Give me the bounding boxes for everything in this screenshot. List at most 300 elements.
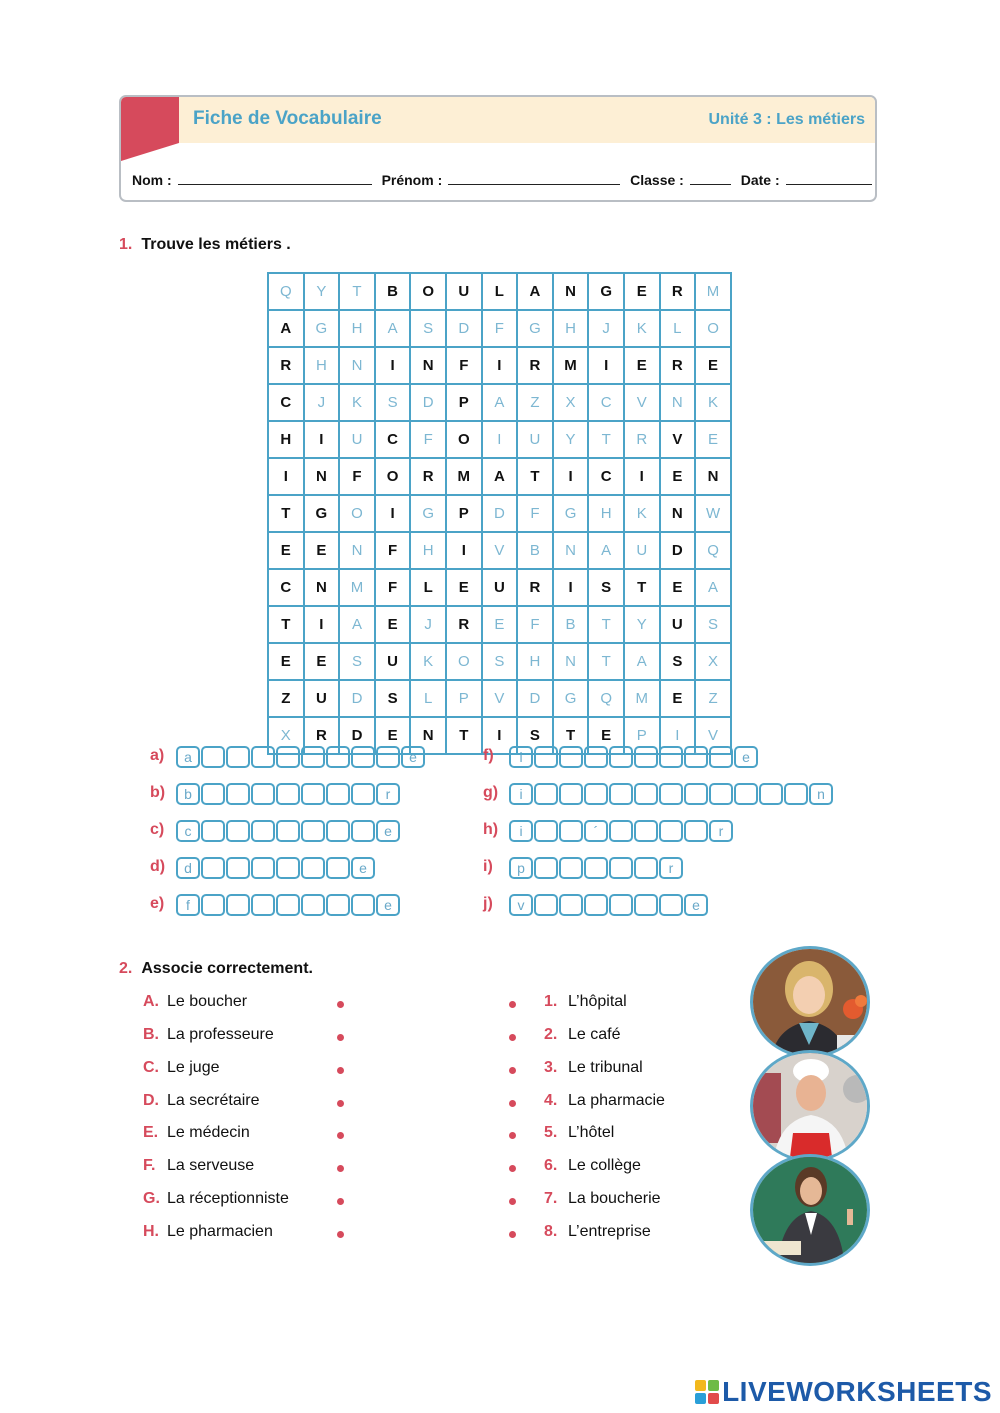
grid-cell[interactable]: C (588, 384, 624, 421)
grid-cell[interactable]: E (446, 569, 482, 606)
letter-box[interactable] (784, 783, 808, 805)
grid-cell[interactable]: I (482, 421, 518, 458)
grid-cell[interactable]: L (660, 310, 696, 347)
grid-cell[interactable]: V (624, 384, 660, 421)
grid-cell[interactable]: C (268, 384, 304, 421)
job-item (143, 1026, 274, 1044)
grid-cell[interactable]: M (553, 347, 589, 384)
letter-box[interactable] (559, 820, 583, 842)
place-key: 7. (544, 1190, 558, 1207)
grid-cell[interactable]: T (588, 421, 624, 458)
grid-cell[interactable]: A (482, 458, 518, 495)
grid-cell[interactable]: E (268, 532, 304, 569)
job-connector-dot[interactable] (337, 1034, 344, 1041)
letter-box[interactable] (534, 783, 558, 805)
grid-cell[interactable]: I (304, 421, 340, 458)
letter-box[interactable] (659, 820, 683, 842)
grid-cell[interactable]: X (268, 717, 304, 754)
letter-box[interactable] (684, 820, 708, 842)
letter-box[interactable]: i (509, 783, 533, 805)
grid-cell[interactable]: F (517, 606, 553, 643)
grid-cell[interactable]: R (517, 347, 553, 384)
grid-cell[interactable]: N (339, 532, 375, 569)
grid-cell[interactable]: G (588, 273, 624, 310)
letter-box[interactable]: n (809, 783, 833, 805)
letter-box[interactable] (326, 783, 350, 805)
grid-cell[interactable]: T (339, 273, 375, 310)
job-connector-dot[interactable] (337, 1067, 344, 1074)
grid-cell[interactable]: V (660, 421, 696, 458)
grid-cell[interactable]: M (695, 273, 731, 310)
grid-cell[interactable]: F (517, 495, 553, 532)
letter-box[interactable]: ` (684, 746, 708, 768)
grid-cell[interactable]: K (624, 495, 660, 532)
grid-cell[interactable]: R (410, 458, 446, 495)
letter-box[interactable] (609, 894, 633, 916)
grid-cell[interactable]: C (588, 458, 624, 495)
letter-box[interactable] (301, 820, 325, 842)
letter-box[interactable] (326, 746, 350, 768)
grid-cell[interactable]: I (660, 717, 696, 754)
letter-box[interactable] (276, 746, 300, 768)
letter-box[interactable] (634, 857, 658, 879)
grid-cell[interactable]: J (588, 310, 624, 347)
letter-box[interactable] (584, 783, 608, 805)
letter-box[interactable] (326, 820, 350, 842)
grid-cell[interactable]: V (695, 717, 731, 754)
grid-cell[interactable]: P (624, 717, 660, 754)
grid-cell[interactable]: X (695, 643, 731, 680)
grid-cell[interactable]: N (553, 643, 589, 680)
grid-cell[interactable]: N (660, 384, 696, 421)
letter-box[interactable]: i (509, 746, 533, 768)
grid-cell[interactable]: D (517, 680, 553, 717)
job-key: F. (143, 1157, 156, 1174)
grid-cell[interactable]: G (517, 310, 553, 347)
grid-cell[interactable]: R (304, 717, 340, 754)
grid-cell[interactable]: O (339, 495, 375, 532)
grid-cell[interactable]: I (482, 347, 518, 384)
letter-box[interactable]: v (509, 894, 533, 916)
job-key: D. (143, 1092, 159, 1109)
letter-box[interactable] (351, 894, 375, 916)
grid-cell[interactable]: U (375, 643, 411, 680)
unit-title: Unité 3 : Les métiers (708, 111, 865, 128)
answer-label: c) (150, 821, 165, 838)
letter-box[interactable] (609, 857, 633, 879)
grid-cell[interactable]: S (339, 643, 375, 680)
letter-box[interactable] (351, 746, 375, 768)
letter-box[interactable] (301, 894, 325, 916)
grid-cell[interactable]: I (375, 495, 411, 532)
grid-cell[interactable]: A (339, 606, 375, 643)
grid-cell[interactable]: U (304, 680, 340, 717)
grid-cell[interactable]: U (482, 569, 518, 606)
letter-box[interactable] (226, 894, 250, 916)
prenom-field[interactable] (448, 171, 620, 185)
grid-cell[interactable]: K (624, 310, 660, 347)
grid-cell[interactable]: I (446, 532, 482, 569)
grid-cell[interactable]: O (446, 421, 482, 458)
letter-box[interactable]: e (351, 857, 375, 879)
grid-cell[interactable]: A (517, 273, 553, 310)
grid-cell[interactable]: M (339, 569, 375, 606)
grid-cell[interactable]: U (660, 606, 696, 643)
letter-box[interactable] (609, 783, 633, 805)
grid-cell[interactable]: T (517, 458, 553, 495)
letter-box[interactable] (201, 746, 225, 768)
grid-cell[interactable]: U (624, 532, 660, 569)
grid-cell[interactable]: C (268, 569, 304, 606)
grid-cell[interactable]: L (410, 680, 446, 717)
grid-cell[interactable]: K (410, 643, 446, 680)
grid-cell[interactable]: H (339, 310, 375, 347)
grid-cell[interactable]: R (660, 273, 696, 310)
grid-cell[interactable]: S (375, 384, 411, 421)
grid-cell[interactable]: G (410, 495, 446, 532)
grid-cell[interactable]: A (268, 310, 304, 347)
letter-box[interactable]: b (176, 783, 200, 805)
grid-cell[interactable]: N (410, 717, 446, 754)
grid-cell[interactable]: O (375, 458, 411, 495)
letter-box[interactable]: f (176, 894, 200, 916)
letter-box[interactable] (201, 857, 225, 879)
grid-cell[interactable]: A (695, 569, 731, 606)
letter-box[interactable] (559, 746, 583, 768)
letter-box[interactable]: ´ (584, 820, 608, 842)
grid-cell[interactable]: I (553, 569, 589, 606)
grid-cell[interactable]: J (304, 384, 340, 421)
grid-cell[interactable]: L (482, 273, 518, 310)
letter-box[interactable] (559, 857, 583, 879)
letter-box[interactable] (584, 746, 608, 768)
grid-cell[interactable]: E (375, 606, 411, 643)
grid-cell[interactable]: S (482, 643, 518, 680)
letter-box[interactable] (734, 783, 758, 805)
grid-cell[interactable]: M (624, 680, 660, 717)
grid-cell[interactable]: Q (268, 273, 304, 310)
grid-cell[interactable]: T (588, 643, 624, 680)
grid-cell[interactable]: E (660, 680, 696, 717)
job-text: La secrétaire (167, 1092, 260, 1109)
letter-box[interactable] (226, 783, 250, 805)
grid-cell[interactable]: E (624, 273, 660, 310)
grid-cell[interactable]: P (446, 680, 482, 717)
grid-cell[interactable]: Y (304, 273, 340, 310)
nom-label: Nom : (132, 172, 172, 188)
letter-box[interactable] (534, 820, 558, 842)
grid-cell[interactable]: N (304, 569, 340, 606)
letter-box[interactable] (301, 857, 325, 879)
place-connector-dot[interactable] (509, 1165, 516, 1172)
grid-cell[interactable]: D (410, 384, 446, 421)
grid-cell[interactable]: Y (553, 421, 589, 458)
grid-cell[interactable]: L (410, 569, 446, 606)
grid-cell[interactable]: A (375, 310, 411, 347)
answer-label: f) (483, 747, 494, 764)
grid-cell[interactable]: I (553, 458, 589, 495)
job-key: G. (143, 1190, 160, 1207)
letter-box[interactable] (659, 783, 683, 805)
classe-field[interactable] (690, 171, 731, 185)
letter-box[interactable]: e (376, 820, 400, 842)
grid-cell[interactable]: D (339, 717, 375, 754)
grid-cell[interactable]: R (446, 606, 482, 643)
grid-cell[interactable]: E (695, 421, 731, 458)
grid-cell[interactable]: N (660, 495, 696, 532)
grid-row (268, 310, 731, 347)
grid-cell[interactable]: I (588, 347, 624, 384)
letter-box[interactable] (659, 746, 683, 768)
letter-box[interactable] (326, 894, 350, 916)
grid-cell[interactable]: H (553, 310, 589, 347)
grid-cell[interactable]: F (482, 310, 518, 347)
grid-cell[interactable]: F (410, 421, 446, 458)
job-connector-dot[interactable] (337, 1132, 344, 1139)
grid-cell[interactable]: R (517, 569, 553, 606)
grid-cell[interactable]: Z (268, 680, 304, 717)
grid-cell[interactable]: V (482, 680, 518, 717)
grid-cell[interactable]: E (304, 532, 340, 569)
letter-box[interactable]: e (734, 746, 758, 768)
letter-box[interactable]: a (176, 746, 200, 768)
letter-box[interactable] (226, 746, 250, 768)
letter-box[interactable] (659, 894, 683, 916)
grid-cell[interactable]: D (660, 532, 696, 569)
liveworksheets-logo (695, 1376, 992, 1408)
logo-text: LIVEWORKSHEETS (722, 1376, 992, 1407)
grid-cell[interactable]: A (624, 643, 660, 680)
letter-box[interactable]: e (376, 894, 400, 916)
grid-cell[interactable]: F (446, 347, 482, 384)
place-connector-dot[interactable] (509, 1034, 516, 1041)
grid-cell[interactable]: E (695, 347, 731, 384)
letter-box[interactable] (276, 857, 300, 879)
place-connector-dot[interactable] (509, 1100, 516, 1107)
grid-cell[interactable]: O (695, 310, 731, 347)
grid-cell[interactable]: E (588, 717, 624, 754)
grid-cell[interactable]: Q (588, 680, 624, 717)
grid-cell[interactable]: C (375, 421, 411, 458)
letter-box[interactable] (609, 746, 633, 768)
grid-cell[interactable]: S (695, 606, 731, 643)
letter-box[interactable] (534, 894, 558, 916)
letter-box[interactable] (584, 894, 608, 916)
grid-cell[interactable]: S (517, 717, 553, 754)
grid-cell[interactable]: N (339, 347, 375, 384)
grid-cell[interactable]: B (553, 606, 589, 643)
grid-cell[interactable]: B (375, 273, 411, 310)
grid-cell[interactable]: O (410, 273, 446, 310)
letter-box[interactable] (709, 783, 733, 805)
grid-cell[interactable]: R (268, 347, 304, 384)
letter-box[interactable] (634, 746, 658, 768)
answer-row-j (483, 893, 709, 917)
grid-cell[interactable]: E (482, 606, 518, 643)
grid-cell[interactable]: P (446, 384, 482, 421)
letter-box[interactable] (301, 783, 325, 805)
grid-cell[interactable]: I (268, 458, 304, 495)
grid-cell[interactable]: D (482, 495, 518, 532)
letter-box[interactable] (634, 894, 658, 916)
letter-box[interactable]: r (376, 783, 400, 805)
grid-cell[interactable]: E (268, 643, 304, 680)
answer-row-d (150, 856, 376, 880)
letter-box[interactable] (326, 857, 350, 879)
grid-cell[interactable]: H (588, 495, 624, 532)
grid-cell[interactable]: N (553, 532, 589, 569)
place-connector-dot[interactable] (509, 1001, 516, 1008)
grid-cell[interactable]: T (624, 569, 660, 606)
grid-cell[interactable]: S (375, 680, 411, 717)
letter-box[interactable] (226, 857, 250, 879)
letter-box[interactable] (251, 857, 275, 879)
grid-cell[interactable]: E (660, 458, 696, 495)
place-connector-dot[interactable] (509, 1067, 516, 1074)
job-connector-dot[interactable] (337, 1198, 344, 1205)
grid-cell[interactable]: D (446, 310, 482, 347)
grid-cell[interactable]: O (446, 643, 482, 680)
letter-box[interactable] (584, 857, 608, 879)
letter-box[interactable] (276, 783, 300, 805)
grid-cell[interactable]: T (268, 495, 304, 532)
letter-box[interactable] (759, 783, 783, 805)
letter-box[interactable] (276, 820, 300, 842)
grid-cell[interactable]: E (624, 347, 660, 384)
date-field[interactable] (786, 171, 872, 185)
letter-box[interactable] (251, 783, 275, 805)
letter-box[interactable]: e (684, 894, 708, 916)
grid-cell[interactable]: B (517, 532, 553, 569)
letter-box[interactable] (276, 894, 300, 916)
grid-cell[interactable]: I (304, 606, 340, 643)
grid-cell[interactable]: H (517, 643, 553, 680)
grid-cell[interactable]: A (588, 532, 624, 569)
nom-field[interactable] (178, 171, 372, 185)
grid-cell[interactable]: N (553, 273, 589, 310)
grid-cell[interactable]: X (553, 384, 589, 421)
grid-cell[interactable]: E (375, 717, 411, 754)
grid-cell[interactable]: K (695, 384, 731, 421)
grid-cell[interactable]: A (482, 384, 518, 421)
grid-cell[interactable]: T (588, 606, 624, 643)
grid-cell[interactable]: U (446, 273, 482, 310)
grid-cell[interactable]: S (660, 643, 696, 680)
grid-cell[interactable]: I (624, 458, 660, 495)
grid-cell[interactable]: T (268, 606, 304, 643)
grid-cell[interactable]: N (304, 458, 340, 495)
receptionist-illustration (753, 949, 870, 1058)
grid-cell[interactable]: P (446, 495, 482, 532)
answer-label: j) (483, 895, 493, 912)
letter-box[interactable] (559, 783, 583, 805)
letter-box[interactable] (301, 746, 325, 768)
letter-box[interactable] (201, 783, 225, 805)
grid-cell[interactable]: I (375, 347, 411, 384)
grid-cell[interactable]: F (375, 569, 411, 606)
grid-cell[interactable]: H (410, 532, 446, 569)
grid-cell[interactable]: T (446, 717, 482, 754)
grid-cell[interactable]: I (482, 717, 518, 754)
grid-cell[interactable]: H (268, 421, 304, 458)
grid-cell[interactable]: Y (624, 606, 660, 643)
letter-box[interactable]: c (176, 820, 200, 842)
letter-box[interactable] (559, 894, 583, 916)
letter-box[interactable]: r (709, 820, 733, 842)
grid-cell[interactable]: G (304, 310, 340, 347)
letter-box[interactable] (251, 820, 275, 842)
grid-cell[interactable]: N (695, 458, 731, 495)
grid-cell[interactable]: G (304, 495, 340, 532)
letter-box[interactable] (684, 783, 708, 805)
job-connector-dot[interactable] (337, 1231, 344, 1238)
letter-box[interactable]: r (659, 857, 683, 879)
grid-cell[interactable]: D (339, 680, 375, 717)
job-text: Le juge (167, 1059, 220, 1076)
grid-cell[interactable]: V (482, 532, 518, 569)
grid-cell[interactable]: S (588, 569, 624, 606)
letter-box[interactable] (376, 746, 400, 768)
grid-cell[interactable]: G (553, 495, 589, 532)
letter-box[interactable] (251, 894, 275, 916)
job-connector-dot[interactable] (337, 1001, 344, 1008)
grid-cell[interactable]: R (624, 421, 660, 458)
grid-cell[interactable]: W (695, 495, 731, 532)
letter-box[interactable]: p (509, 857, 533, 879)
grid-cell[interactable]: F (339, 458, 375, 495)
letter-box[interactable]: e (401, 746, 425, 768)
letter-box[interactable] (201, 894, 225, 916)
grid-cell[interactable]: J (410, 606, 446, 643)
place-connector-dot[interactable] (509, 1132, 516, 1139)
job-key: B. (143, 1026, 159, 1043)
grid-cell[interactable]: M (446, 458, 482, 495)
grid-cell[interactable]: H (304, 347, 340, 384)
grid-cell[interactable]: G (553, 680, 589, 717)
grid-cell[interactable]: E (660, 569, 696, 606)
letter-box[interactable] (534, 746, 558, 768)
letter-box[interactable] (709, 746, 733, 768)
job-connector-dot[interactable] (337, 1100, 344, 1107)
grid-cell[interactable]: U (339, 421, 375, 458)
letter-box[interactable] (226, 820, 250, 842)
letter-box[interactable] (201, 820, 225, 842)
place-connector-dot[interactable] (509, 1198, 516, 1205)
grid-cell[interactable]: F (375, 532, 411, 569)
grid-cell[interactable]: Q (695, 532, 731, 569)
letter-box[interactable] (609, 820, 633, 842)
grid-cell[interactable]: Z (517, 384, 553, 421)
place-connector-dot[interactable] (509, 1231, 516, 1238)
grid-cell[interactable]: E (304, 643, 340, 680)
letter-box[interactable] (351, 820, 375, 842)
grid-cell[interactable]: N (410, 347, 446, 384)
letter-box[interactable] (634, 783, 658, 805)
job-connector-dot[interactable] (337, 1165, 344, 1172)
letter-box[interactable] (634, 820, 658, 842)
letter-box[interactable]: i (509, 820, 533, 842)
grid-cell[interactable]: U (517, 421, 553, 458)
letter-box[interactable] (351, 783, 375, 805)
letter-box[interactable]: d (176, 857, 200, 879)
grid-cell[interactable]: R (660, 347, 696, 384)
letter-box[interactable] (251, 746, 275, 768)
letter-box[interactable] (534, 857, 558, 879)
grid-cell[interactable]: K (339, 384, 375, 421)
grid-cell[interactable]: T (553, 717, 589, 754)
grid-cell[interactable]: S (410, 310, 446, 347)
grid-cell[interactable]: Z (695, 680, 731, 717)
